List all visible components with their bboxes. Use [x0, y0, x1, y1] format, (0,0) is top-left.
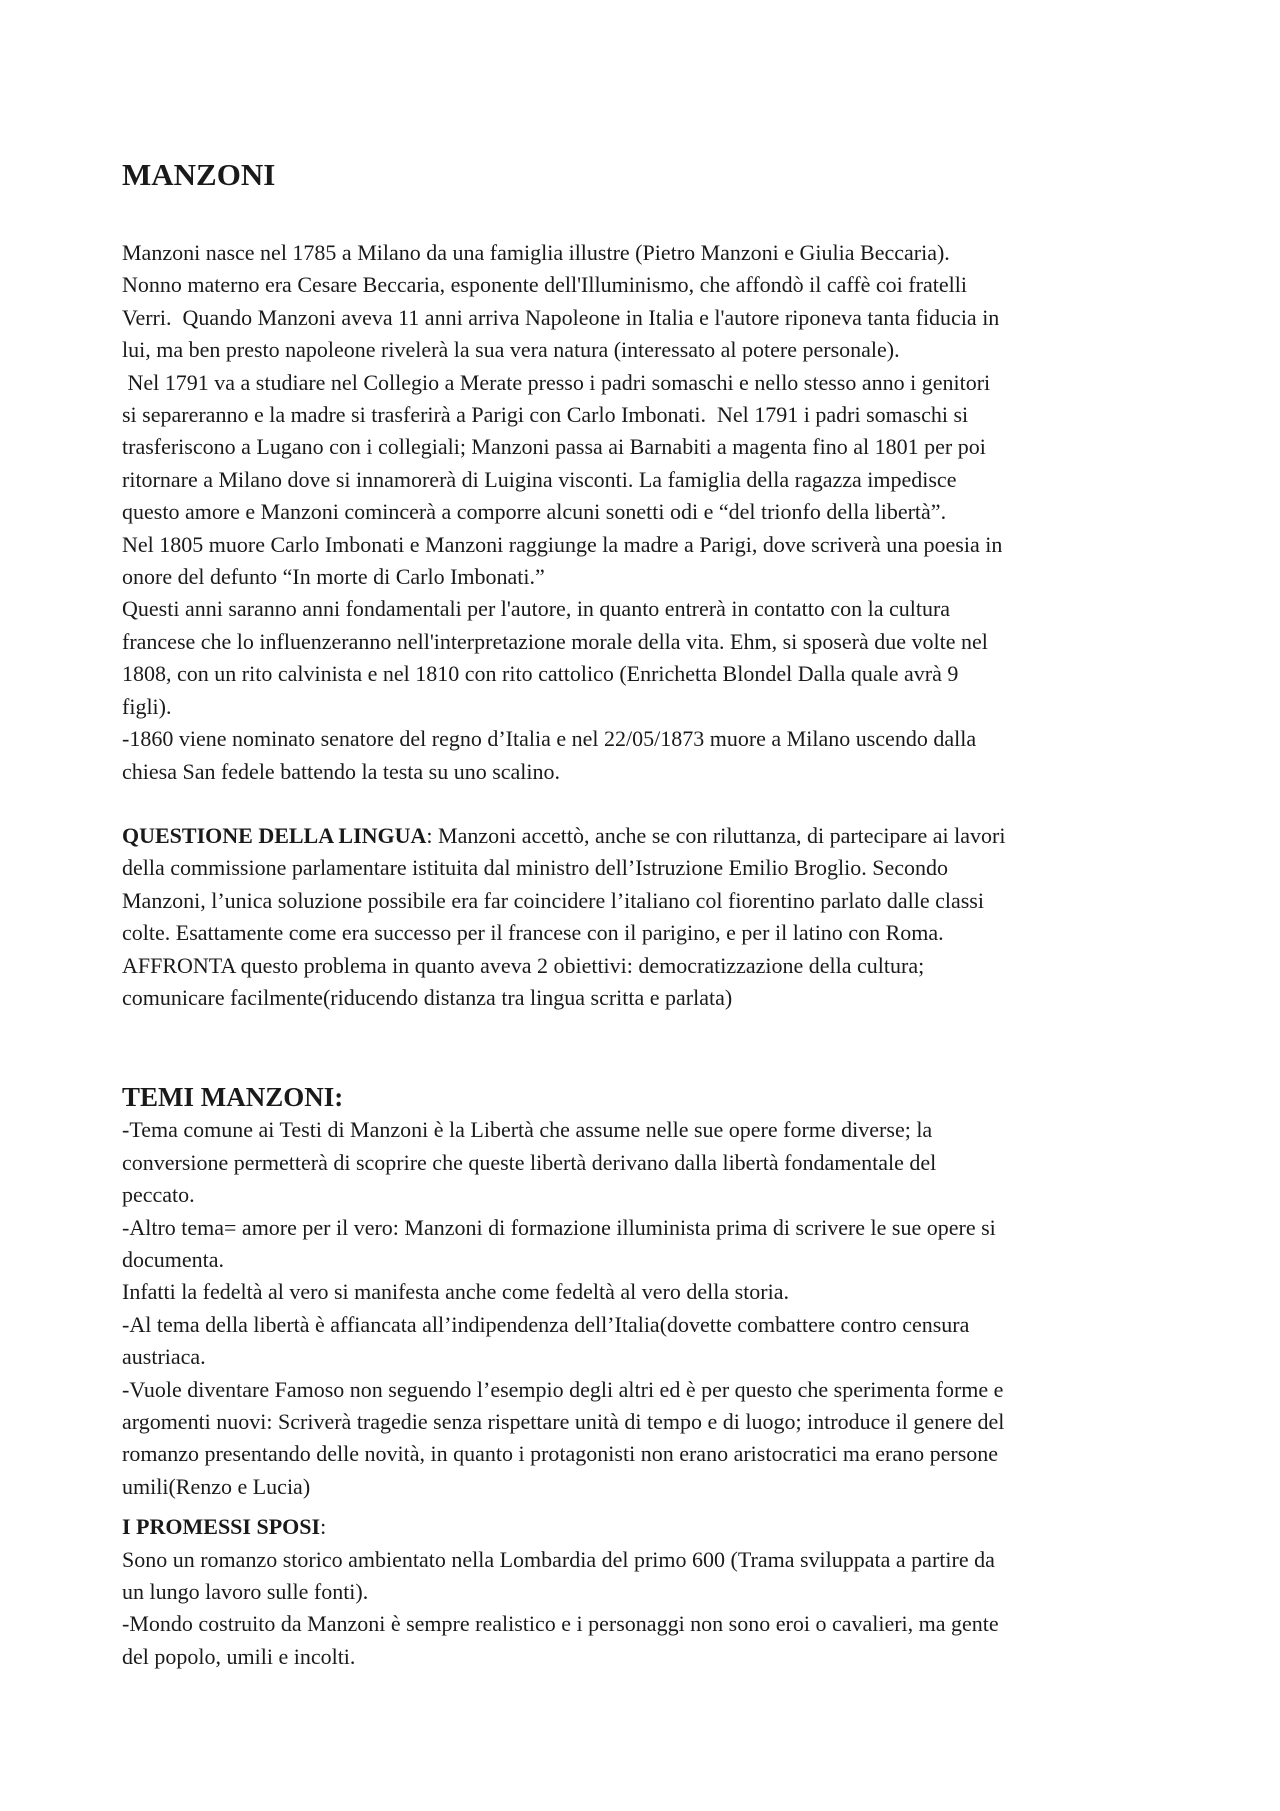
temi-section — [122, 1080, 1172, 1503]
text-line: si separeranno e la madre si trasferirà a Parigi con Carlo Imbonati. Nel 1791 i padri somaschi si — [122, 402, 969, 428]
spacer — [122, 195, 1172, 237]
text-line: -Tema comune ai Testi di Manzoni è la Libertà che assume nelle sue opere forme diverse; la — [122, 1117, 933, 1143]
spacer — [122, 788, 1172, 820]
text-line: del popolo, umili e incolti. — [122, 1643, 356, 1669]
page-title: MANZONI — [122, 157, 276, 192]
spacer — [122, 1503, 1172, 1511]
text-line: Manzoni nasce nel 1785 a Milano da una famiglia illustre (Pietro Manzoni e Giulia Beccaria). — [122, 240, 950, 265]
text-line: AFFRONTA questo problema in quanto aveva 2 obiettivi: democratizzazione della cultura; — [122, 952, 925, 978]
promessi-section — [122, 1511, 1172, 1673]
text-line — [122, 820, 1172, 852]
text-line: Verri. Quando Manzoni aveva 11 anni arriva Napoleone in Italia e l'autore riponeva tanta fiducia in — [122, 304, 1000, 330]
lingua-section — [122, 820, 1172, 1014]
text-line: romanzo presentando delle novità, in quanto i protagonisti non erano aristocratici ma erano persone — [122, 1441, 999, 1467]
text-line: documenta. — [122, 1246, 225, 1272]
text-line: 1808, con un rito calvinista e nel 1810 con rito cattolico (Enrichetta Blondel Dalla quale avrà 9 — [122, 661, 959, 687]
biography-paragraph — [122, 237, 1172, 788]
text-line: lui, ma ben presto napoleone rivelerà la sua vera natura (interessato al potere personale). — [122, 337, 900, 363]
document-content — [122, 155, 1172, 1673]
text-line: figli). — [122, 693, 172, 719]
text-line: -Altro tema= amore per il vero: Manzoni di formazione illuminista prima di scrivere le sue opere si — [122, 1214, 996, 1240]
promessi-heading-suffix: : — [320, 1514, 327, 1540]
lingua-first-line: : Manzoni accettò, anche se con riluttanza, di partecipare ai lavori — [426, 822, 1006, 848]
text-line: questo amore e Manzoni comincerà a comporre alcuni sonetti odi e “del trionfo della libertà”. — [122, 499, 947, 525]
text-line: -Vuole diventare Famoso non seguendo l’esempio degli altri ed è per questo che sperimenta forme e — [122, 1376, 1004, 1402]
text-line: umili(Renzo e Lucia) — [122, 1473, 311, 1499]
text-line: Sono un romanzo storico ambientato nella Lombardia del primo 600 (Trama sviluppata a partire da — [122, 1546, 995, 1572]
text-line: trasferiscono a Lugano con i collegiali; Manzoni passa ai Barnabiti a magenta fino al 1801 per poi — [122, 434, 986, 460]
text-line: peccato. — [122, 1182, 195, 1208]
text-line: chiesa San fedele battendo la testa su uno scalino. — [122, 758, 561, 784]
temi-heading: TEMI MANZONI: — [122, 1082, 344, 1113]
promessi-heading: I PROMESSI SPOSI — [122, 1514, 321, 1540]
text-line: Nonno materno era Cesare Beccaria, esponente dell'Illuminismo, che affondò il caffè coi fratelli — [122, 272, 967, 298]
text-line: argomenti nuovi: Scriverà tragedie senza rispettare unità di tempo e di luogo; introduce il genere del — [122, 1409, 1005, 1434]
text-line: -1860 viene nominato senatore del regno d’Italia e nel 22/05/1873 muore a Milano uscendo dalla — [122, 726, 977, 752]
text-line: francese che lo influenzeranno nell'interpretazione morale della vita. Ehm, si sposerà due volte nel — [122, 628, 988, 654]
text-line: ritornare a Milano dove si innamorerà di Luigina visconti. La famiglia della ragazza impedisce — [122, 466, 957, 492]
text-line: della commissione parlamentare istituita dal ministro dell’Istruzione Emilio Broglio. Secondo — [122, 855, 949, 881]
spacer — [122, 1014, 1172, 1080]
text-line: Manzoni, l’unica soluzione possibile era far coincidere l’italiano col fiorentino parlato dalle classi — [122, 887, 984, 913]
text-line: -Al tema della libertà è affiancata all’indipendenza dell’Italia(dovette combattere contro censura — [122, 1311, 970, 1337]
text-line: onore del defunto “In morte di Carlo Imbonati.” — [122, 564, 545, 590]
text-line: austriaca. — [122, 1344, 206, 1370]
text-line: Questi anni saranno anni fondamentali per l'autore, in quanto entrerà in contatto con la cultura — [122, 596, 951, 622]
text-line: un lungo lavoro sulle fonti). — [122, 1579, 369, 1605]
text-line: conversione permetterà di scoprire che queste libertà derivano dalla libertà fondamentale del — [122, 1149, 937, 1175]
text-line: colte. Esattamente come era successo per il francese con il parigino, e per il latino con Roma. — [122, 920, 944, 946]
text-line — [122, 1511, 1172, 1543]
lingua-heading: QUESTIONE DELLA LINGUA — [122, 822, 427, 848]
text-line: -Mondo costruito da Manzoni è sempre realistico e i personaggi non sono eroi o cavalieri, ma gente — [122, 1611, 999, 1637]
text-line: Nel 1805 muore Carlo Imbonati e Manzoni raggiunge la madre a Parigi, dove scriverà una poesia in — [122, 531, 1003, 557]
text-line: comunicare facilmente(riducendo distanza tra lingua scritta e parlata) — [122, 984, 733, 1010]
text-line: Infatti la fedeltà al vero si manifesta anche come fedeltà al vero della storia. — [122, 1279, 790, 1305]
text-line: Nel 1791 va a studiare nel Collegio a Merate presso i padri somaschi e nello stesso anno i genitori — [122, 369, 991, 395]
